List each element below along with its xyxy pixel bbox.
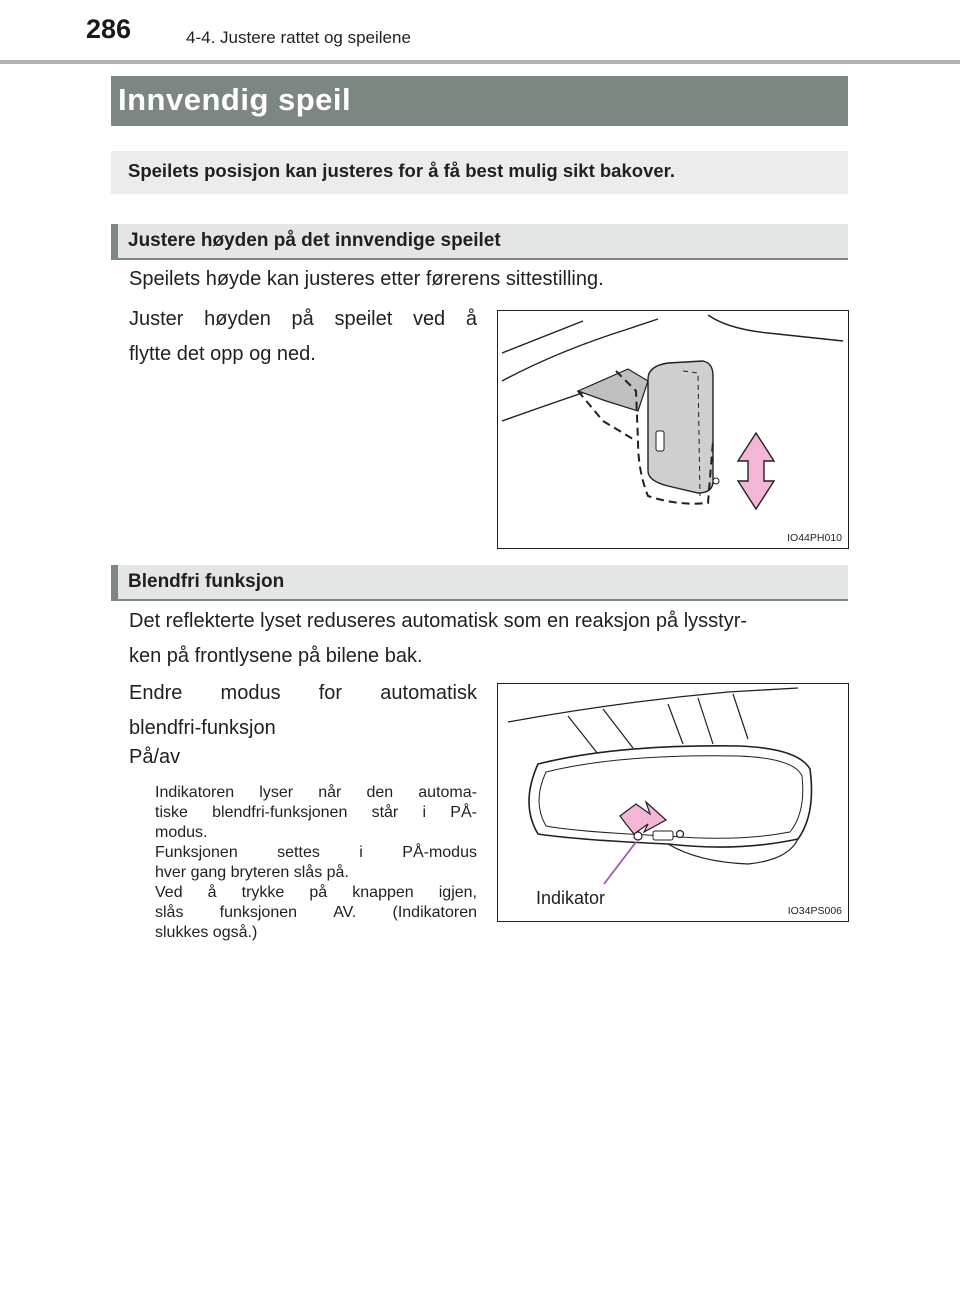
section-marker — [111, 565, 118, 601]
justified-line — [155, 883, 477, 903]
word: ved — [412, 308, 446, 330]
word: modus — [220, 682, 281, 704]
line: modus. — [155, 824, 208, 841]
figure-code: IO34PS006 — [787, 905, 842, 917]
word: når — [318, 784, 342, 801]
word: slås — [155, 904, 184, 921]
word: lyser — [259, 784, 294, 801]
word: (Indikatoren — [392, 904, 477, 921]
word: står — [371, 804, 399, 821]
word: høyden — [204, 308, 271, 330]
line: blendfri-funksjon — [129, 717, 276, 739]
word: automa- — [418, 784, 477, 801]
line: slukkes også.) — [155, 924, 258, 941]
justified-line — [129, 676, 477, 711]
word: automatisk — [380, 682, 477, 704]
word: Ved — [155, 884, 183, 901]
lead-text: Speilets posisjon kan justeres for å få best mulig sikt bakover. — [128, 160, 675, 181]
word: Juster — [129, 308, 184, 330]
word: speilet — [334, 308, 393, 330]
section-heading-antiglare — [111, 565, 848, 601]
line: flytte det opp og ned. — [129, 343, 316, 365]
page-number: 286 — [86, 14, 132, 44]
paragraph — [129, 676, 477, 746]
word: Endre — [129, 682, 183, 704]
word: igjen, — [438, 884, 477, 901]
figure-mirror-height — [497, 310, 849, 549]
section-marker — [111, 224, 118, 260]
word: på — [291, 308, 314, 330]
word: den — [366, 784, 394, 801]
word: knappen — [352, 884, 414, 901]
line: Det reflekterte lyset reduseres automatisk som en reaksjon på lysstyr- — [129, 610, 748, 632]
word: i — [359, 844, 363, 861]
chapter-title: 4-4. Justere rattet og speilene — [186, 28, 411, 47]
justified-line — [155, 903, 477, 923]
note — [155, 783, 477, 943]
paragraph: På/av — [129, 746, 181, 768]
antiglare-mirror-illustration — [498, 684, 848, 921]
word: trykke — [241, 884, 285, 901]
header-divider — [0, 60, 960, 64]
mirror-height-illustration — [498, 311, 848, 548]
word: å — [207, 884, 217, 901]
justified-line — [129, 302, 477, 337]
justified-line — [155, 783, 477, 803]
word: settes — [277, 844, 320, 861]
word: i — [422, 804, 427, 821]
word: PÅ-modus — [402, 844, 477, 861]
page-title: Innvendig speil — [118, 82, 352, 117]
section-heading-text: Blendfri funksjon — [128, 571, 285, 592]
indicator-label: Indikator — [536, 888, 606, 908]
word: funksjonen — [219, 904, 298, 921]
justified-line — [155, 843, 477, 863]
word: å — [465, 308, 477, 330]
section-heading-height — [111, 224, 848, 260]
figure-code: IO44PH010 — [787, 532, 842, 544]
word: tiske — [155, 804, 188, 821]
word: blendfri-funksjonen — [212, 804, 348, 821]
word: AV. — [333, 904, 357, 921]
up-down-arrow-icon — [738, 433, 774, 509]
word: PÅ- — [450, 804, 477, 821]
paragraph — [129, 302, 477, 372]
section-heading-text: Justere høyden på det innvendige speilet — [128, 230, 501, 251]
word: Funksjonen — [155, 844, 238, 861]
justified-line — [155, 803, 477, 823]
paragraph: Speilets høyde kan justeres etter førerens sittestilling. — [129, 268, 604, 290]
figure-antiglare-mirror — [497, 683, 849, 922]
paragraph — [129, 604, 849, 674]
line: ken på frontlysene på bilene bak. — [129, 645, 423, 667]
word: på — [309, 884, 328, 901]
word: Indikatoren — [155, 784, 235, 801]
line: hver gang bryteren slås på. — [155, 864, 349, 881]
word: for — [318, 682, 343, 704]
